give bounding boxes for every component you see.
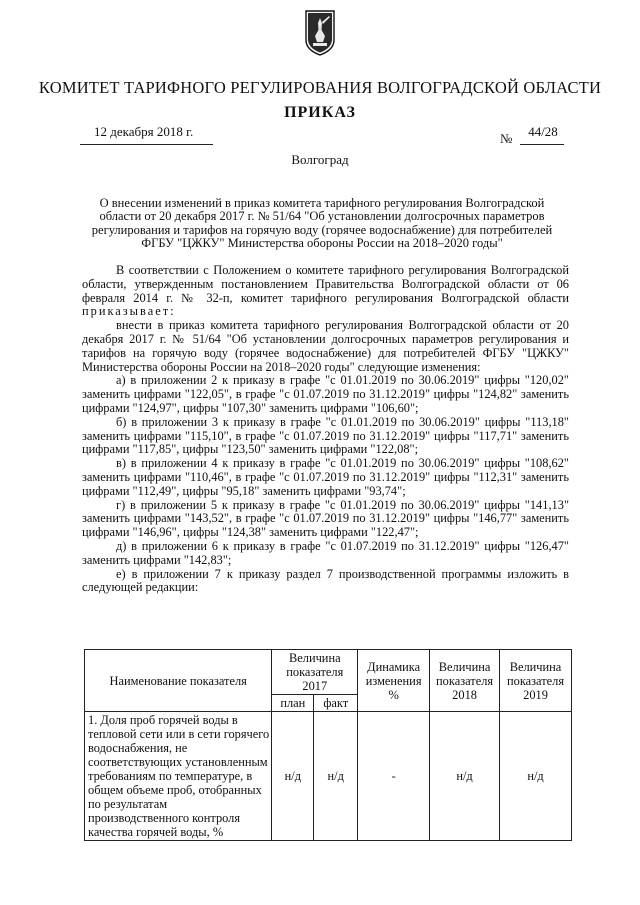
order-subject: О внесении изменений в приказ комитета тарифного регулирования Волгоградской области от 20 декабря 2017 г. № 51/64 "Об установлении долгосрочных параметров регулирования и тарифов на горячую воду (горячее водоснабжение) для потребителей ФГБУ "ЦЖКУ" Министерства обороны России на 2018–2020 годы" (91, 196, 553, 250)
preamble-text: В соответствии с Положением о комитете тарифного регулирования Волгоградской области, утвержденным постановлением Правительства Волгоградской области от 06 февраля 2014 г. № 32-п, комитет тарифного регулирования Волгоградской области (82, 263, 569, 305)
header-dynamics: Динамика изменения % (358, 650, 430, 712)
document-type-title: ПРИКАЗ (284, 104, 356, 121)
row-plan: н/д (272, 712, 314, 841)
coat-of-arms-emblem (305, 10, 335, 56)
table-header-row (85, 650, 572, 695)
row-indicator-name: 1. Доля проб горячей воды в тепловой сети или в сети горячего водоснабжения, не соответствующих установленным требованиям по температуре, в общем объеме проб, отобранных по результатам производственного контроля качества горячей воды, % (85, 712, 272, 841)
header-value-2018: Величина показателя 2018 (430, 650, 500, 712)
table-row (85, 712, 572, 841)
order-date: 12 декабря 2018 г. (94, 124, 194, 139)
row-fact: н/д (314, 712, 358, 841)
header-name: Наименование показателя (85, 650, 272, 712)
header-value-2019: Величина показателя 2019 (500, 650, 572, 712)
item-d: д) в приложении 6 к приказу в графе "с 01.07.2019 по 31.12.2019" цифры "126,47" заменить цифрами "142,83"; (82, 538, 569, 567)
item-v: в) в приложении 4 к приказу в графе "с 01.01.2019 по 30.06.2019" цифры "108,62" заменить цифрами "110,46", в графе "с 01.07.2019 по 31.12.2019" цифры "112,31" заменить цифрами "112,49", цифры "95,18" заменить цифрами "93,74"; (82, 456, 569, 498)
item-g: г) в приложении 5 к приказу в графе "с 01.01.2019 по 30.06.2019" цифры "141,13" заменить цифрами "143,52", в графе "с 01.07.2019 по 31.12.2019" цифры "146,77" заменить цифрами "146,96", цифры "124,38" заменить цифрами "122,47"; (82, 497, 569, 540)
order-body (82, 264, 569, 595)
preamble-paragraph (82, 264, 569, 319)
row-value-2018: н/д (430, 712, 500, 841)
row-value-2019: н/д (500, 712, 572, 841)
main-paragraph: внести в приказ комитета тарифного регулирования Волгоградской области от 20 декабря 2017 г. № 51/64 "Об установлении долгосрочных параметров регулирования и тарифов на горячую воду (горячее водоснабжение) для потребителей ФГБУ "ЦЖКУ" Министерства обороны России на 2018–2020 годы" следующие изменения: (82, 318, 569, 374)
date-underline (80, 144, 213, 145)
item-b: б) в приложении 3 к приказу в графе "с 01.01.2019 по 30.06.2019" цифры "113,18" заменить цифрами "115,10", в графе "с 01.07.2019 по 31.12.2019" цифры "117,71" заменить цифрами "117,85", цифры "123,50" заменить цифрами "122,08"; (82, 414, 569, 457)
committee-name: КОМИТЕТ ТАРИФНОГО РЕГУЛИРОВАНИЯ ВОЛГОГРАДСКОЙ ОБЛАСТИ (38, 78, 602, 97)
header-value-2017: Величина показателя 2017 (272, 650, 358, 695)
number-underline (520, 144, 564, 145)
item-e: е) в приложении 7 к приказу раздел 7 производственной программы изложить в следующей редакции: (82, 566, 569, 595)
order-number: 44/28 (528, 124, 558, 139)
header-plan: план (272, 695, 314, 712)
orders-word: приказывает: (82, 304, 176, 319)
indicators-table (84, 649, 572, 841)
row-dynamics: - (358, 712, 430, 841)
item-a: а) в приложении 2 к приказу в графе "с 01.01.2019 по 30.06.2019" цифры "120,02" заменить цифрами "122,05", в графе "с 01.07.2019 по 31.12.2019" цифры "124,82" заменить цифрами "124,97", цифры "107,30" заменить цифрами "106,60"; (82, 373, 569, 415)
city-name: Волгоград (291, 152, 349, 167)
number-sign: № (500, 131, 513, 146)
header-fact: факт (314, 695, 358, 712)
